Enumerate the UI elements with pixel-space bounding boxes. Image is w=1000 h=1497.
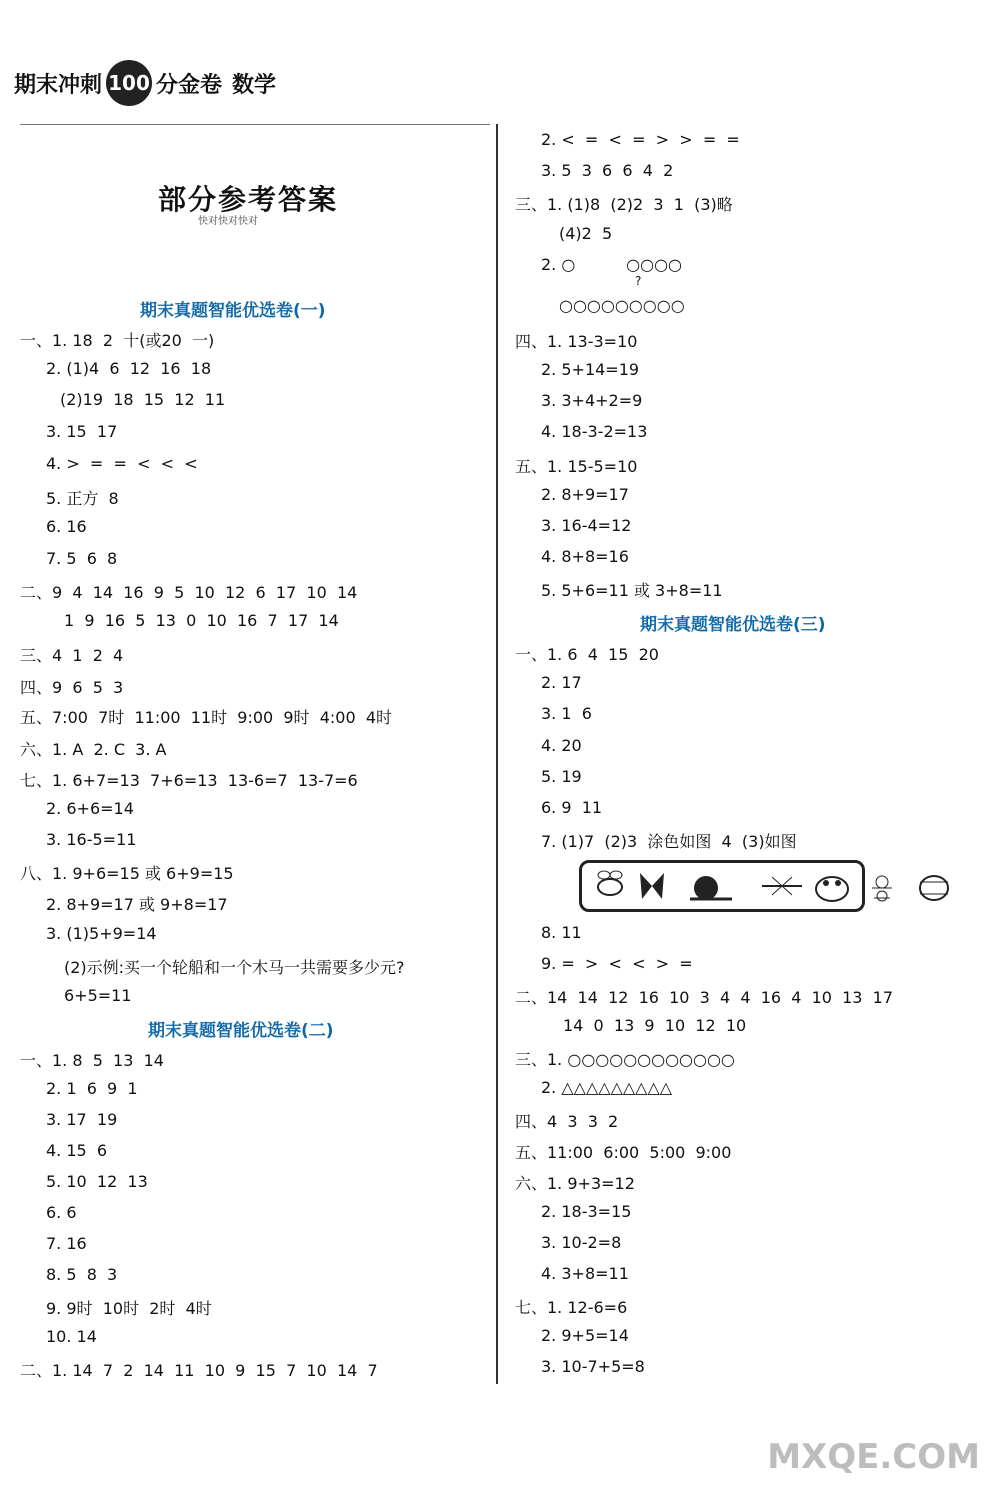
answer-line: 3. 3+4+2=9 (541, 391, 643, 410)
answer-line: 1 9 16 5 13 0 10 16 7 17 14 (64, 611, 339, 630)
answer-line: 5. 正方 8 (46, 489, 119, 508)
dragonfly-icon (762, 877, 802, 895)
answer-line: (4)2 5 (559, 224, 613, 243)
answer-line: 2. 1 6 9 1 (46, 1079, 138, 1098)
answer-line: ? (635, 274, 642, 288)
answer-line: ○○○○○○○○○ (559, 296, 685, 315)
answer-line: 七、1. 12-6=6 (515, 1298, 628, 1317)
answer-line: 4. 18-3-2=13 (541, 422, 648, 441)
answer-line: 4. 3+8=11 (541, 1264, 629, 1283)
header-title-right: 分金卷 (156, 72, 223, 98)
answer-line: 五、11:00 6:00 5:00 9:00 (515, 1143, 732, 1162)
answer-line: 2. 5+14=19 (541, 360, 640, 379)
section-title-2: 期末真题智能优选卷(二) (148, 1021, 334, 1041)
answer-line: 一、1. 6 4 15 20 (515, 645, 659, 664)
answer-line: 二、14 14 12 16 10 3 4 4 16 4 10 13 17 (515, 988, 894, 1007)
header-rule (20, 124, 490, 125)
answer-line: 四、1. 13-3=10 (515, 332, 638, 351)
answer-line: 7. (1)7 (2)3 涂色如图 4 (3)如图 (541, 832, 797, 851)
answer-line: 3. 5 3 6 6 4 2 (541, 161, 674, 180)
section-title-3: 期末真题智能优选卷(三) (640, 615, 826, 635)
answer-line: 3. 1 6 (541, 704, 592, 723)
answer-line: 五、1. 15-5=10 (515, 457, 638, 476)
bee-icon (598, 871, 622, 895)
ant-and-beetle-icons (866, 862, 966, 908)
answer-line: 六、1. 9+3=12 (515, 1174, 635, 1193)
answer-line: 2. < = < = > > = = (541, 130, 740, 149)
butterfly-icon (640, 873, 664, 899)
answer-line: 七、1. 6+7=13 7+6=13 13-6=7 13-7=6 (20, 771, 358, 790)
column-divider (496, 124, 498, 1384)
answer-line: (2)19 18 15 12 11 (60, 390, 226, 409)
answer-line: 3. 10-2=8 (541, 1233, 622, 1252)
answer-line: 6. 16 (46, 517, 87, 536)
answer-line: 7. 16 (46, 1234, 87, 1253)
ant-icon (872, 876, 892, 901)
book-header (14, 60, 276, 106)
beetle-icon (920, 876, 948, 900)
answer-line: 4. 15 6 (46, 1141, 108, 1160)
snail-icon (690, 876, 732, 900)
answer-line: 2. 6+6=14 (46, 799, 134, 818)
answer-line: 14 0 13 9 10 12 10 (563, 1016, 747, 1035)
answer-line: 2. 9+5=14 (541, 1326, 629, 1345)
answer-line: 3. 17 19 (46, 1110, 118, 1129)
answer-line: 三、1. (1)8 (2)2 3 1 (3)略 (515, 195, 733, 214)
answer-line: 6. 9 11 (541, 798, 603, 817)
answer-line: 4. 20 (541, 736, 582, 755)
watermark: MXQE.COM (767, 1437, 980, 1477)
header-title-left: 期末冲刺 (14, 72, 103, 98)
score-badge: 100 (106, 60, 152, 106)
answer-line: 4. > = = < < < (46, 454, 198, 473)
answer-line: 7. 5 6 8 (46, 549, 118, 568)
answer-line: 三、4 1 2 4 (20, 646, 124, 665)
answer-line: (2)示例:买一个轮船和一个木马一共需要多少元? (64, 958, 405, 977)
answer-line: 2. ○ ○○○○ (541, 255, 683, 274)
section-title-1: 期末真题智能优选卷(一) (140, 301, 326, 321)
answer-line: 3. 10-7+5=8 (541, 1357, 645, 1376)
page-subnote: 快对快对快对 (198, 216, 258, 227)
animal-illustration-svg (582, 863, 862, 909)
answer-line: 3. 16-5=11 (46, 830, 137, 849)
answer-line: 3. 15 17 (46, 422, 118, 441)
answer-line: 3. (1)5+9=14 (46, 924, 157, 943)
answer-line: 二、9 4 14 16 9 5 10 12 6 17 10 14 (20, 583, 358, 602)
answer-line: 4. 8+8=16 (541, 547, 629, 566)
answer-line: 5. 10 12 13 (46, 1172, 148, 1191)
page-title: 部分参考答案 (158, 183, 339, 216)
header-subject: 数学 (232, 72, 277, 98)
answer-line: 8. 5 8 3 (46, 1265, 118, 1284)
answer-line: 5. 5+6=11 或 3+8=11 (541, 581, 723, 600)
answer-line: 八、1. 9+6=15 或 6+9=15 (20, 864, 234, 883)
answer-line: 四、4 3 3 2 (515, 1112, 619, 1131)
answer-line: 2. 17 (541, 673, 582, 692)
answer-line: 2. △△△△△△△△△ (541, 1078, 673, 1097)
answer-line: 五、7:00 7时 11:00 11时 9:00 9时 4:00 4时 (20, 708, 393, 727)
answer-line: 3. 16-4=12 (541, 516, 632, 535)
answer-line: 9. 9时 10时 2时 4时 (46, 1299, 212, 1318)
answer-line: 一、1. 18 2 十(或20 一) (20, 331, 215, 350)
answer-line: 一、1. 8 5 13 14 (20, 1051, 164, 1070)
answer-line: 5. 19 (541, 767, 582, 786)
answer-line: 四、9 6 5 3 (20, 678, 124, 697)
answer-line: 2. 8+9=17 或 9+8=17 (46, 895, 228, 914)
answer-line: 8. 11 (541, 923, 582, 942)
answer-line: 6+5=11 (64, 986, 132, 1005)
animal-illustration (579, 860, 865, 912)
answer-line: 2. 8+9=17 (541, 485, 629, 504)
answer-line: 2. (1)4 6 12 16 18 (46, 359, 212, 378)
answer-line: 6. 6 (46, 1203, 77, 1222)
frog-icon (816, 877, 848, 901)
answer-line: 10. 14 (46, 1327, 97, 1346)
answer-line: 六、1. A 2. C 3. A (20, 740, 167, 759)
answer-line: 9. = > < < > = (541, 954, 693, 973)
answer-line: 二、1. 14 7 2 14 11 10 9 15 7 10 14 7 (20, 1361, 378, 1380)
answer-line: 2. 18-3=15 (541, 1202, 632, 1221)
answer-line: 三、1. ○○○○○○○○○○○○ (515, 1050, 735, 1069)
